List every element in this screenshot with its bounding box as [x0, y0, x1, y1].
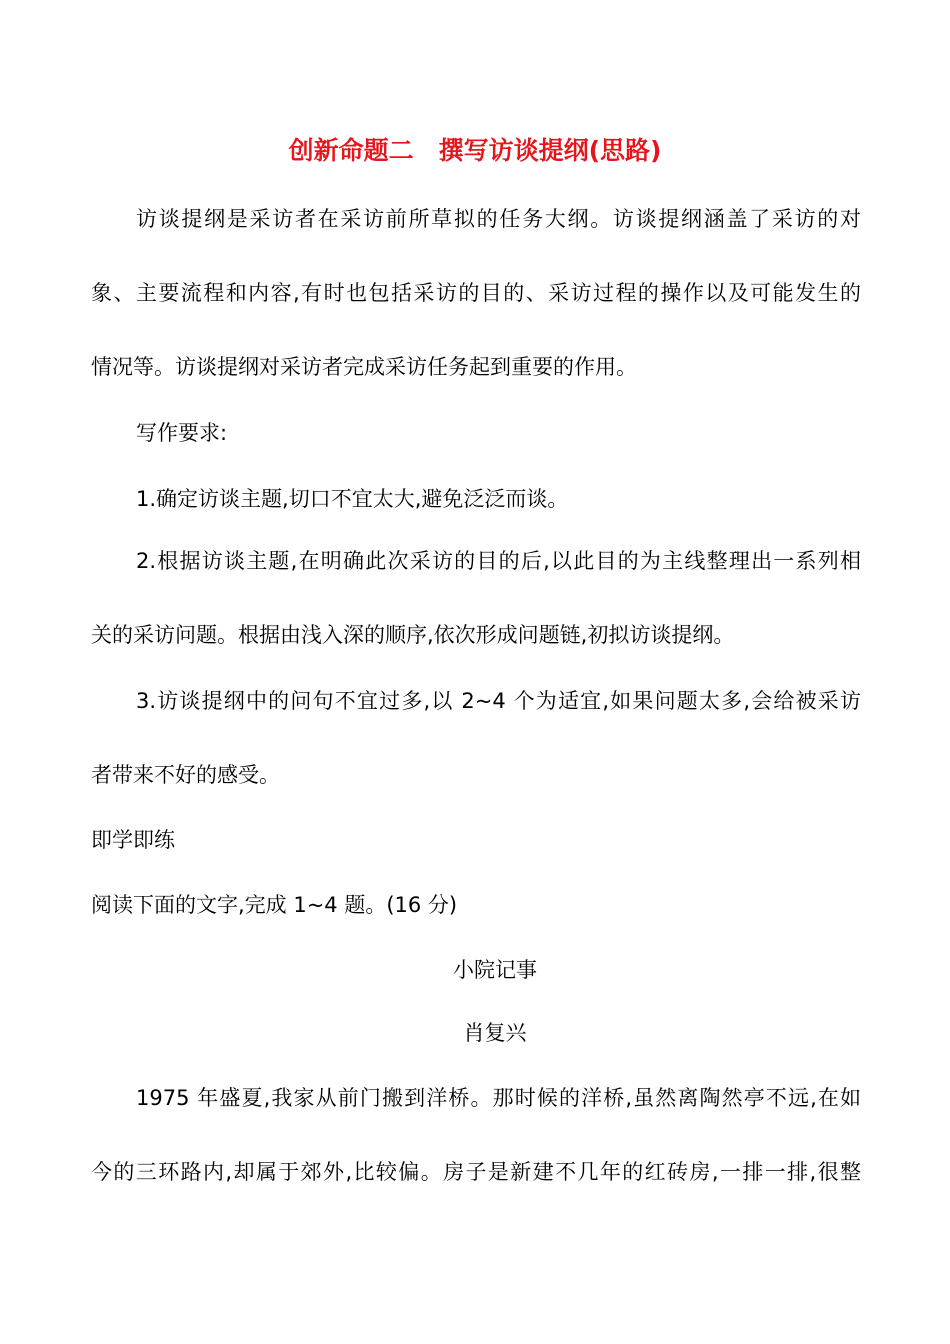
requirements-heading: 写作要求: [136, 421, 228, 445]
article-line-2: 今的三环路内,却属于郊外,比较偏。房子是新建不几年的红砖房,一排一排,很整 [91, 1160, 861, 1184]
article-line-1: 1975 年盛夏,我家从前门搬到洋桥。那时候的洋桥,虽然离陶然亭不远,在如 [136, 1086, 861, 1110]
page-title: 创新命题二 撰写访谈提纲(思路) [288, 136, 662, 165]
intro-line-2: 象、主要流程和内容,有时也包括采访的目的、采访过程的操作以及可能发生的 [91, 281, 861, 305]
requirement-item-3-line-1: 3.访谈提纲中的问句不宜过多,以 2~4 个为适宜,如果问题太多,会给被采访 [136, 689, 861, 713]
requirement-item-3-line-2: 者带来不好的感受。 [91, 763, 280, 787]
article-title: 小院记事 [453, 958, 537, 982]
article-author: 肖复兴 [463, 1021, 527, 1045]
requirement-item-1: 1.确定访谈主题,切口不宜太大,避免泛泛而谈。 [136, 487, 569, 511]
intro-line-1: 访谈提纲是采访者在采访前所草拟的任务大纲。访谈提纲涵盖了采访的对 [136, 207, 861, 231]
requirement-item-2-line-2: 关的采访问题。根据由浅入深的顺序,依次形成问题链,初拟访谈提纲。 [91, 623, 735, 647]
requirement-item-2-line-1: 2.根据访谈主题,在明确此次采访的目的后,以此目的为主线整理出一系列相 [136, 549, 861, 573]
practice-heading: 即学即练 [91, 828, 175, 852]
practice-instruction: 阅读下面的文字,完成 1~4 题。(16 分) [91, 893, 458, 917]
intro-line-3: 情况等。访谈提纲对采访者完成采访任务起到重要的作用。 [91, 355, 637, 379]
